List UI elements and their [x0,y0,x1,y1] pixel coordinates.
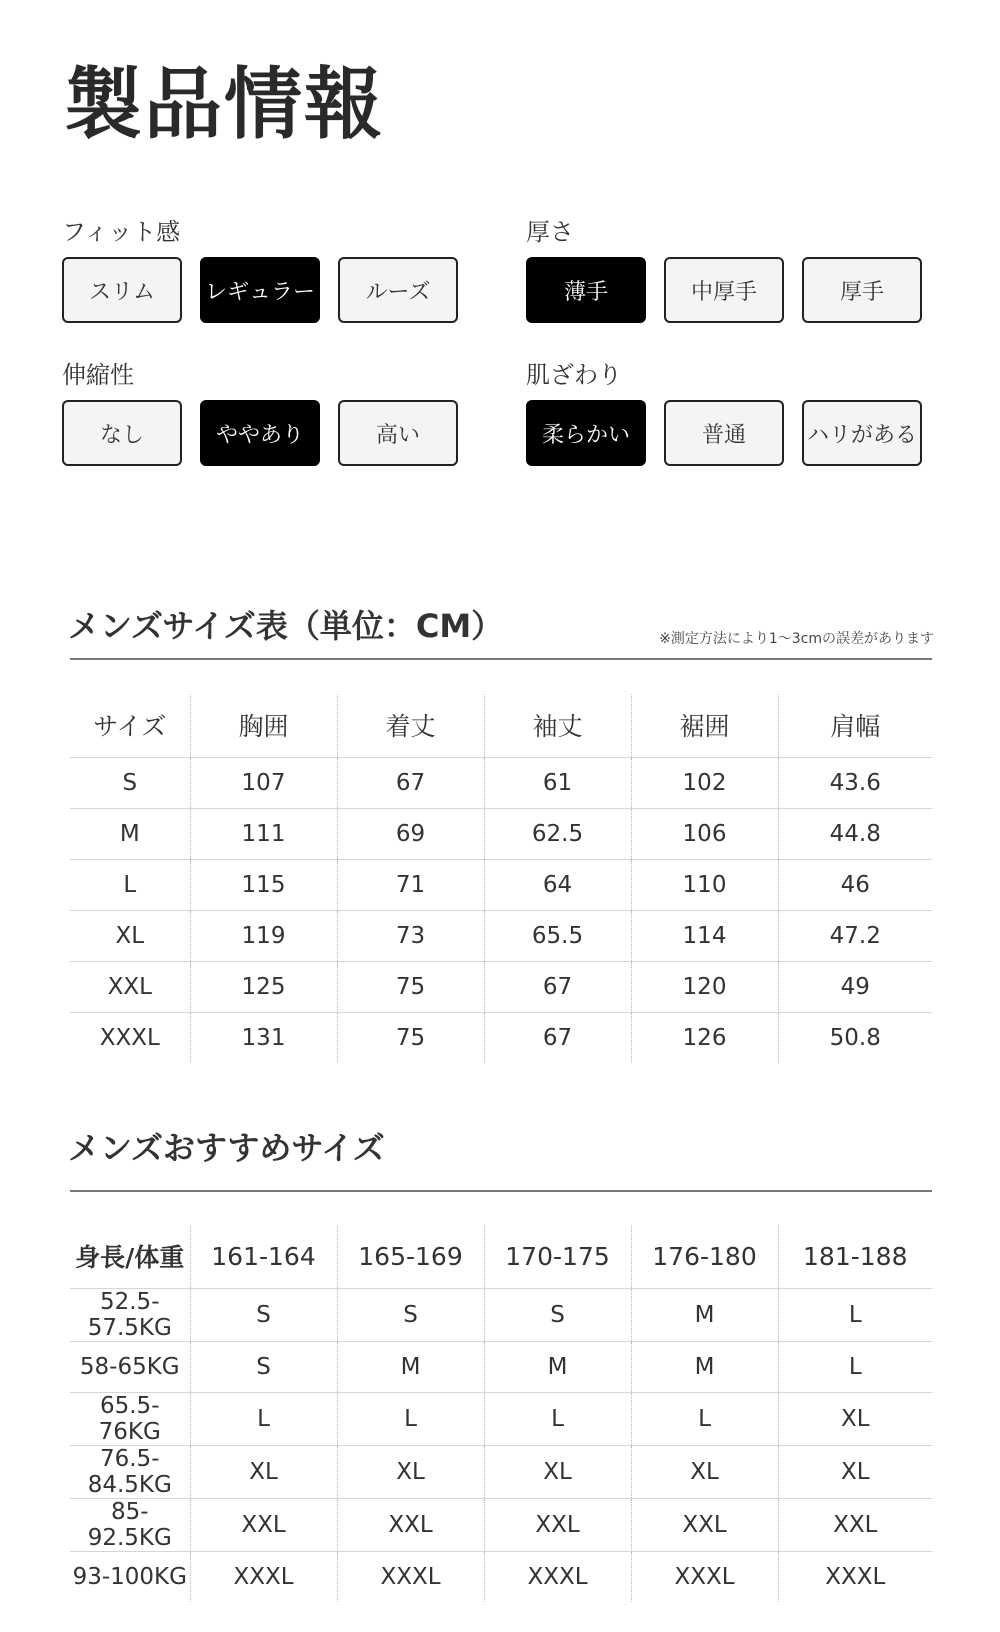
option-button[interactable]: 普通 [664,400,784,466]
attribute-label: 肌ざわり [526,361,622,389]
table-cell: S [190,1341,337,1392]
table-cell: 62.5 [484,808,631,859]
table-cell: XXXL [484,1551,631,1602]
table-cell: 46 [778,859,932,910]
size-table-note: ※測定方法により1〜3cmの誤差があります [659,631,934,647]
table-cell: L [778,1341,932,1392]
attribute-label: フィット感 [62,218,181,246]
column-header: 身長/体重 [75,1243,185,1273]
table-cell: XXL [631,1498,778,1551]
table-row [70,1341,932,1392]
table-cell: L [778,1288,932,1341]
table-cell: 65.5 [484,910,631,961]
table-cell: XXL [484,1498,631,1551]
column-header: 165-169 [337,1225,484,1288]
column-header: 胸囲 [190,694,337,757]
table-cell: 120 [631,961,778,1012]
table-cell: 106 [631,808,778,859]
option-button[interactable]: 中厚手 [664,257,784,323]
table-cell: M [337,1341,484,1392]
table-cell: 85-92.5KG [70,1498,190,1551]
table-cell: XL [631,1445,778,1498]
table-row [70,859,932,910]
option-button[interactable]: 厚手 [802,257,922,323]
table-row [70,1445,932,1498]
column-header: 181-188 [778,1225,932,1288]
table-header-row [70,694,932,757]
table-cell: S [70,757,190,808]
table-cell: 65.5-76KG [70,1392,190,1445]
attribute-stretch [62,358,472,466]
size-table-title: メンズサイズ表（単位：CM） [68,607,504,645]
table-cell: L [337,1392,484,1445]
table-row [70,1392,932,1445]
table-cell: XXL [778,1498,932,1551]
column-header: サイズ [93,712,167,742]
table-cell: M [70,808,190,859]
table-cell: 52.5-57.5KG [70,1288,190,1341]
column-header: 裾囲 [631,694,778,757]
table-cell: XXL [70,961,190,1012]
table-cell: 115 [190,859,337,910]
column-header: 176-180 [631,1225,778,1288]
option-button-selected[interactable]: 薄手 [526,257,646,323]
table-cell: 111 [190,808,337,859]
column-header: 袖丈 [484,694,631,757]
table-cell: XXXL [778,1551,932,1602]
recommend-table-title: メンズおすすめサイズ [68,1129,385,1167]
table-cell: L [190,1392,337,1445]
table-cell: 102 [631,757,778,808]
table-cell: XXXL [70,1012,190,1063]
table-cell: XL [484,1445,631,1498]
table-cell: XL [190,1445,337,1498]
table-cell: 43.6 [778,757,932,808]
table-cell: M [484,1341,631,1392]
table-cell: XXXL [631,1551,778,1602]
table-row [70,757,932,808]
table-cell: 67 [337,757,484,808]
section-divider [70,658,932,660]
table-cell: L [70,859,190,910]
column-header: 肩幅 [778,694,932,757]
table-cell: 50.8 [778,1012,932,1063]
table-cell: 110 [631,859,778,910]
option-button[interactable]: ルーズ [338,257,458,323]
page-title: 製品情報 [64,60,385,150]
table-row [70,910,932,961]
table-cell: 71 [337,859,484,910]
attribute-fit [62,215,472,323]
table-cell: 44.8 [778,808,932,859]
table-cell: S [337,1288,484,1341]
option-button-selected[interactable]: 柔らかい [526,400,646,466]
recommend-table [70,1225,932,1602]
section-divider [70,1190,932,1192]
option-button-selected[interactable]: レギュラー [200,257,320,323]
table-row [70,1498,932,1551]
table-cell: XL [70,910,190,961]
attribute-thickness [526,215,936,323]
table-cell: 67 [484,961,631,1012]
column-header: 170-175 [484,1225,631,1288]
attribute-label: 厚さ [526,218,574,246]
table-row [70,1551,932,1602]
table-cell: XXXL [190,1551,337,1602]
table-cell: 125 [190,961,337,1012]
table-cell: 76.5-84.5KG [70,1445,190,1498]
option-button[interactable]: スリム [62,257,182,323]
table-cell: 61 [484,757,631,808]
table-cell: 126 [631,1012,778,1063]
table-cell: S [190,1288,337,1341]
table-row [70,1288,932,1341]
table-row [70,961,932,1012]
size-table [70,694,932,1063]
table-cell: 93-100KG [70,1551,190,1602]
table-cell: XL [337,1445,484,1498]
table-cell: 73 [337,910,484,961]
table-cell: XXXL [337,1551,484,1602]
table-cell: 58-65KG [70,1341,190,1392]
attribute-label: 伸縮性 [62,361,134,389]
table-row [70,1012,932,1063]
table-cell: 49 [778,961,932,1012]
attribute-texture [526,358,936,466]
column-header: 161-164 [190,1225,337,1288]
option-button[interactable]: ハリがある [802,400,922,466]
table-cell: XL [778,1392,932,1445]
column-header: 着丈 [337,694,484,757]
table-cell: XL [778,1445,932,1498]
table-cell: 69 [337,808,484,859]
option-button-selected[interactable]: ややあり [200,400,320,466]
table-row [70,808,932,859]
table-cell: 107 [190,757,337,808]
table-cell: 47.2 [778,910,932,961]
table-cell: XXL [337,1498,484,1551]
table-cell: S [484,1288,631,1341]
table-cell: 75 [337,1012,484,1063]
table-cell: M [631,1341,778,1392]
option-button[interactable]: 高い [338,400,458,466]
table-cell: 114 [631,910,778,961]
table-cell: 131 [190,1012,337,1063]
option-button[interactable]: なし [62,400,182,466]
table-cell: M [631,1288,778,1341]
table-cell: L [631,1392,778,1445]
table-cell: 67 [484,1012,631,1063]
table-cell: 75 [337,961,484,1012]
table-cell: L [484,1392,631,1445]
table-header-row [70,1225,932,1288]
table-cell: 119 [190,910,337,961]
table-cell: XXL [190,1498,337,1551]
table-cell: 64 [484,859,631,910]
